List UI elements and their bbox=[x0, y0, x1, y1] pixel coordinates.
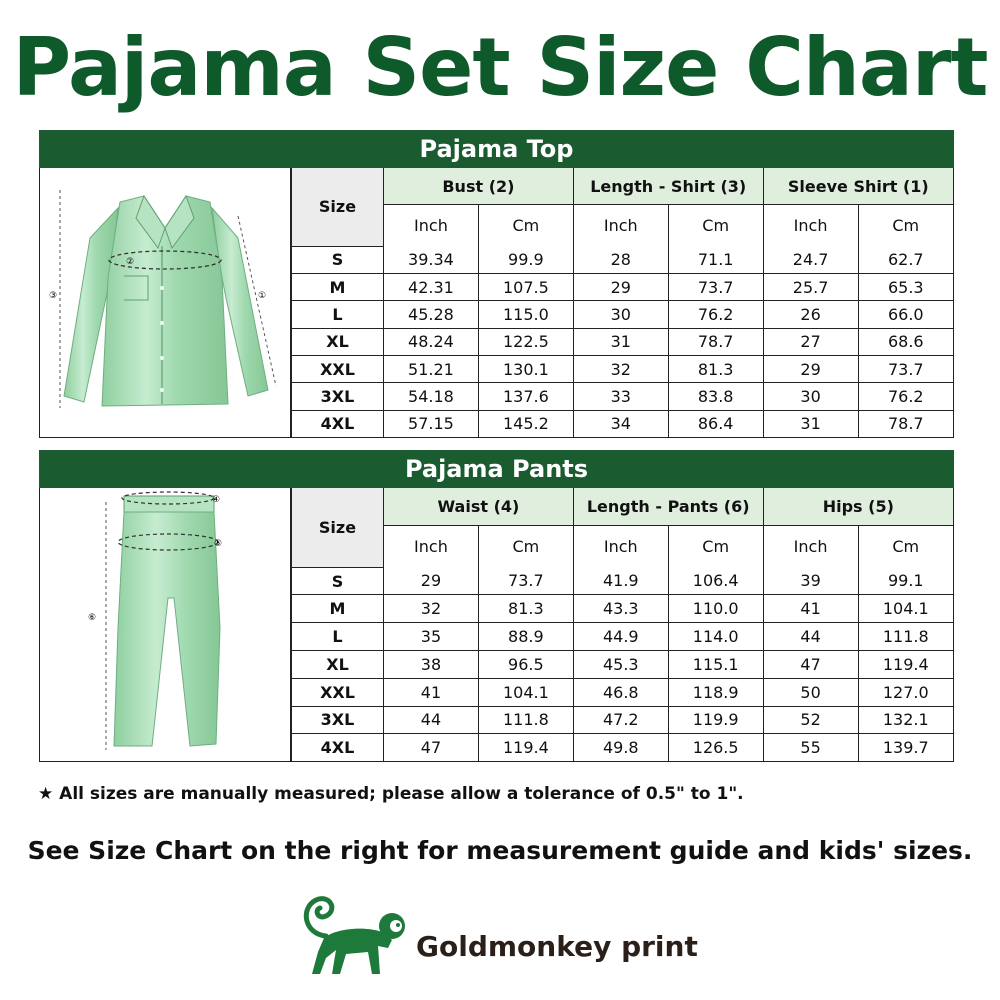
shirt-length-header: Length - Shirt (3) bbox=[573, 168, 763, 205]
unit-header: Cm bbox=[858, 526, 953, 568]
table-cell: 47.2 bbox=[573, 706, 668, 734]
size-guide-line: See Size Chart on the right for measurement guide and kids' sizes. bbox=[27, 836, 973, 865]
table-cell: 81.3 bbox=[478, 595, 573, 623]
table-cell: 41 bbox=[384, 678, 479, 706]
table-row bbox=[292, 356, 954, 383]
table-cell: 83.8 bbox=[668, 383, 763, 410]
table-row bbox=[292, 706, 954, 734]
table-row bbox=[292, 410, 954, 437]
table-cell: 47 bbox=[384, 734, 479, 761]
table-cell: 48.24 bbox=[384, 328, 479, 355]
size-label-cell: XL bbox=[292, 328, 384, 355]
table-cell: 111.8 bbox=[858, 623, 953, 651]
marker-3-icon: ③ bbox=[49, 291, 58, 301]
unit-header: Inch bbox=[573, 526, 668, 568]
table-cell: 71.1 bbox=[668, 246, 763, 273]
table-row bbox=[292, 301, 954, 328]
size-label-cell: XXL bbox=[292, 678, 384, 706]
pajama-pants-table bbox=[291, 488, 953, 761]
table-cell: 68.6 bbox=[858, 328, 953, 355]
table-cell: 99.9 bbox=[478, 246, 573, 273]
table-cell: 41 bbox=[763, 595, 858, 623]
table-cell: 139.7 bbox=[858, 734, 953, 761]
table-cell: 137.6 bbox=[478, 383, 573, 410]
pajama-pants-section bbox=[39, 450, 954, 762]
table-cell: 115.1 bbox=[668, 651, 763, 679]
size-label-cell: 4XL bbox=[292, 410, 384, 437]
table-cell: 29 bbox=[763, 356, 858, 383]
monkey-logo-icon bbox=[296, 888, 411, 983]
table-row bbox=[292, 273, 954, 300]
table-cell: 32 bbox=[384, 595, 479, 623]
table-cell: 106.4 bbox=[668, 567, 763, 595]
unit-header: Inch bbox=[763, 205, 858, 246]
table-cell: 44 bbox=[384, 706, 479, 734]
table-cell: 78.7 bbox=[668, 328, 763, 355]
marker-5-icon: ⑤ bbox=[214, 539, 223, 549]
table-cell: 47 bbox=[763, 651, 858, 679]
table-cell: 122.5 bbox=[478, 328, 573, 355]
unit-header: Inch bbox=[573, 205, 668, 246]
table-cell: 45.3 bbox=[573, 651, 668, 679]
table-cell: 52 bbox=[763, 706, 858, 734]
table-cell: 66.0 bbox=[858, 301, 953, 328]
table-cell: 118.9 bbox=[668, 678, 763, 706]
table-cell: 127.0 bbox=[858, 678, 953, 706]
table-cell: 86.4 bbox=[668, 410, 763, 437]
table-cell: 57.15 bbox=[384, 410, 479, 437]
size-label-cell: XL bbox=[292, 651, 384, 679]
table-row bbox=[292, 595, 954, 623]
table-cell: 45.28 bbox=[384, 301, 479, 328]
table-cell: 130.1 bbox=[478, 356, 573, 383]
size-column-header: Size bbox=[292, 488, 384, 567]
table-row bbox=[292, 383, 954, 410]
table-row bbox=[292, 567, 954, 595]
table-cell: 38 bbox=[384, 651, 479, 679]
size-label-cell: 3XL bbox=[292, 383, 384, 410]
table-cell: 24.7 bbox=[763, 246, 858, 273]
table-cell: 132.1 bbox=[858, 706, 953, 734]
table-cell: 107.5 bbox=[478, 273, 573, 300]
unit-header: Cm bbox=[858, 205, 953, 246]
sleeve-header: Sleeve Shirt (1) bbox=[763, 168, 953, 205]
table-cell: 78.7 bbox=[858, 410, 953, 437]
size-label-cell: M bbox=[292, 273, 384, 300]
table-cell: 51.21 bbox=[384, 356, 479, 383]
marker-6-icon: ⑥ bbox=[88, 613, 97, 623]
unit-header: Cm bbox=[668, 205, 763, 246]
table-cell: 49.8 bbox=[573, 734, 668, 761]
table-cell: 65.3 bbox=[858, 273, 953, 300]
table-cell: 33 bbox=[573, 383, 668, 410]
table-cell: 119.9 bbox=[668, 706, 763, 734]
table-cell: 62.7 bbox=[858, 246, 953, 273]
table-cell: 31 bbox=[573, 328, 668, 355]
table-row bbox=[292, 328, 954, 355]
table-row bbox=[292, 246, 954, 273]
unit-header: Inch bbox=[384, 205, 479, 246]
table-cell: 44 bbox=[763, 623, 858, 651]
size-label-cell: S bbox=[292, 246, 384, 273]
table-cell: 50 bbox=[763, 678, 858, 706]
table-cell: 114.0 bbox=[668, 623, 763, 651]
table-cell: 43.3 bbox=[573, 595, 668, 623]
table-cell: 39.34 bbox=[384, 246, 479, 273]
table-cell: 73.7 bbox=[858, 356, 953, 383]
table-cell: 39 bbox=[763, 567, 858, 595]
table-cell: 31 bbox=[763, 410, 858, 437]
table-row bbox=[292, 651, 954, 679]
hips-header: Hips (5) bbox=[763, 488, 953, 526]
table-cell: 96.5 bbox=[478, 651, 573, 679]
table-cell: 104.1 bbox=[478, 678, 573, 706]
unit-header: Inch bbox=[763, 526, 858, 568]
table-cell: 104.1 bbox=[858, 595, 953, 623]
pants-length-header: Length - Pants (6) bbox=[573, 488, 763, 526]
table-cell: 110.0 bbox=[668, 595, 763, 623]
size-label-cell: 4XL bbox=[292, 734, 384, 761]
table-cell: 41.9 bbox=[573, 567, 668, 595]
table-cell: 119.4 bbox=[478, 734, 573, 761]
marker-4-icon: ④ bbox=[212, 495, 221, 505]
table-row bbox=[292, 734, 954, 761]
table-cell: 32 bbox=[573, 356, 668, 383]
table-cell: 111.8 bbox=[478, 706, 573, 734]
table-cell: 25.7 bbox=[763, 273, 858, 300]
table-cell: 35 bbox=[384, 623, 479, 651]
pajama-top-heading: Pajama Top bbox=[39, 130, 954, 168]
table-cell: 119.4 bbox=[858, 651, 953, 679]
table-cell: 126.5 bbox=[668, 734, 763, 761]
table-cell: 30 bbox=[573, 301, 668, 328]
size-label-cell: 3XL bbox=[292, 706, 384, 734]
size-column-header: Size bbox=[292, 168, 384, 246]
table-cell: 76.2 bbox=[668, 301, 763, 328]
pajama-top-section bbox=[39, 130, 954, 438]
unit-header: Cm bbox=[478, 205, 573, 246]
pajama-top-illustration bbox=[40, 168, 291, 437]
page-title: Pajama Set Size Chart bbox=[12, 21, 988, 114]
table-cell: 42.31 bbox=[384, 273, 479, 300]
unit-header: Cm bbox=[478, 526, 573, 568]
table-cell: 29 bbox=[384, 567, 479, 595]
table-cell: 44.9 bbox=[573, 623, 668, 651]
waist-header: Waist (4) bbox=[384, 488, 574, 526]
pants-illustration bbox=[40, 488, 291, 762]
table-cell: 81.3 bbox=[668, 356, 763, 383]
table-cell: 27 bbox=[763, 328, 858, 355]
marker-2-icon: ② bbox=[126, 257, 135, 267]
table-cell: 88.9 bbox=[478, 623, 573, 651]
table-cell: 55 bbox=[763, 734, 858, 761]
tolerance-note: ★ All sizes are manually measured; please allow a tolerance of 0.5" to 1". bbox=[38, 784, 744, 804]
pajama-top-table bbox=[291, 168, 953, 437]
pajama-pants-heading: Pajama Pants bbox=[39, 450, 954, 488]
size-label-cell: XXL bbox=[292, 356, 384, 383]
table-cell: 29 bbox=[573, 273, 668, 300]
brand-logo bbox=[296, 888, 716, 983]
size-label-cell: L bbox=[292, 623, 384, 651]
size-label-cell: S bbox=[292, 567, 384, 595]
size-label-cell: L bbox=[292, 301, 384, 328]
table-row bbox=[292, 623, 954, 651]
table-cell: 73.7 bbox=[478, 567, 573, 595]
table-cell: 99.1 bbox=[858, 567, 953, 595]
pajama-pants-illustration bbox=[40, 488, 291, 761]
bust-header: Bust (2) bbox=[384, 168, 574, 205]
table-cell: 34 bbox=[573, 410, 668, 437]
shirt-illustration bbox=[40, 168, 291, 438]
table-cell: 30 bbox=[763, 383, 858, 410]
unit-header: Cm bbox=[668, 526, 763, 568]
brand-name: Goldmonkey print bbox=[416, 930, 698, 963]
table-cell: 76.2 bbox=[858, 383, 953, 410]
table-cell: 73.7 bbox=[668, 273, 763, 300]
unit-header: Inch bbox=[384, 526, 479, 568]
table-row bbox=[292, 678, 954, 706]
table-cell: 26 bbox=[763, 301, 858, 328]
marker-1-icon: ① bbox=[258, 291, 267, 301]
table-cell: 28 bbox=[573, 246, 668, 273]
table-cell: 46.8 bbox=[573, 678, 668, 706]
size-label-cell: M bbox=[292, 595, 384, 623]
table-cell: 54.18 bbox=[384, 383, 479, 410]
table-cell: 115.0 bbox=[478, 301, 573, 328]
table-cell: 145.2 bbox=[478, 410, 573, 437]
